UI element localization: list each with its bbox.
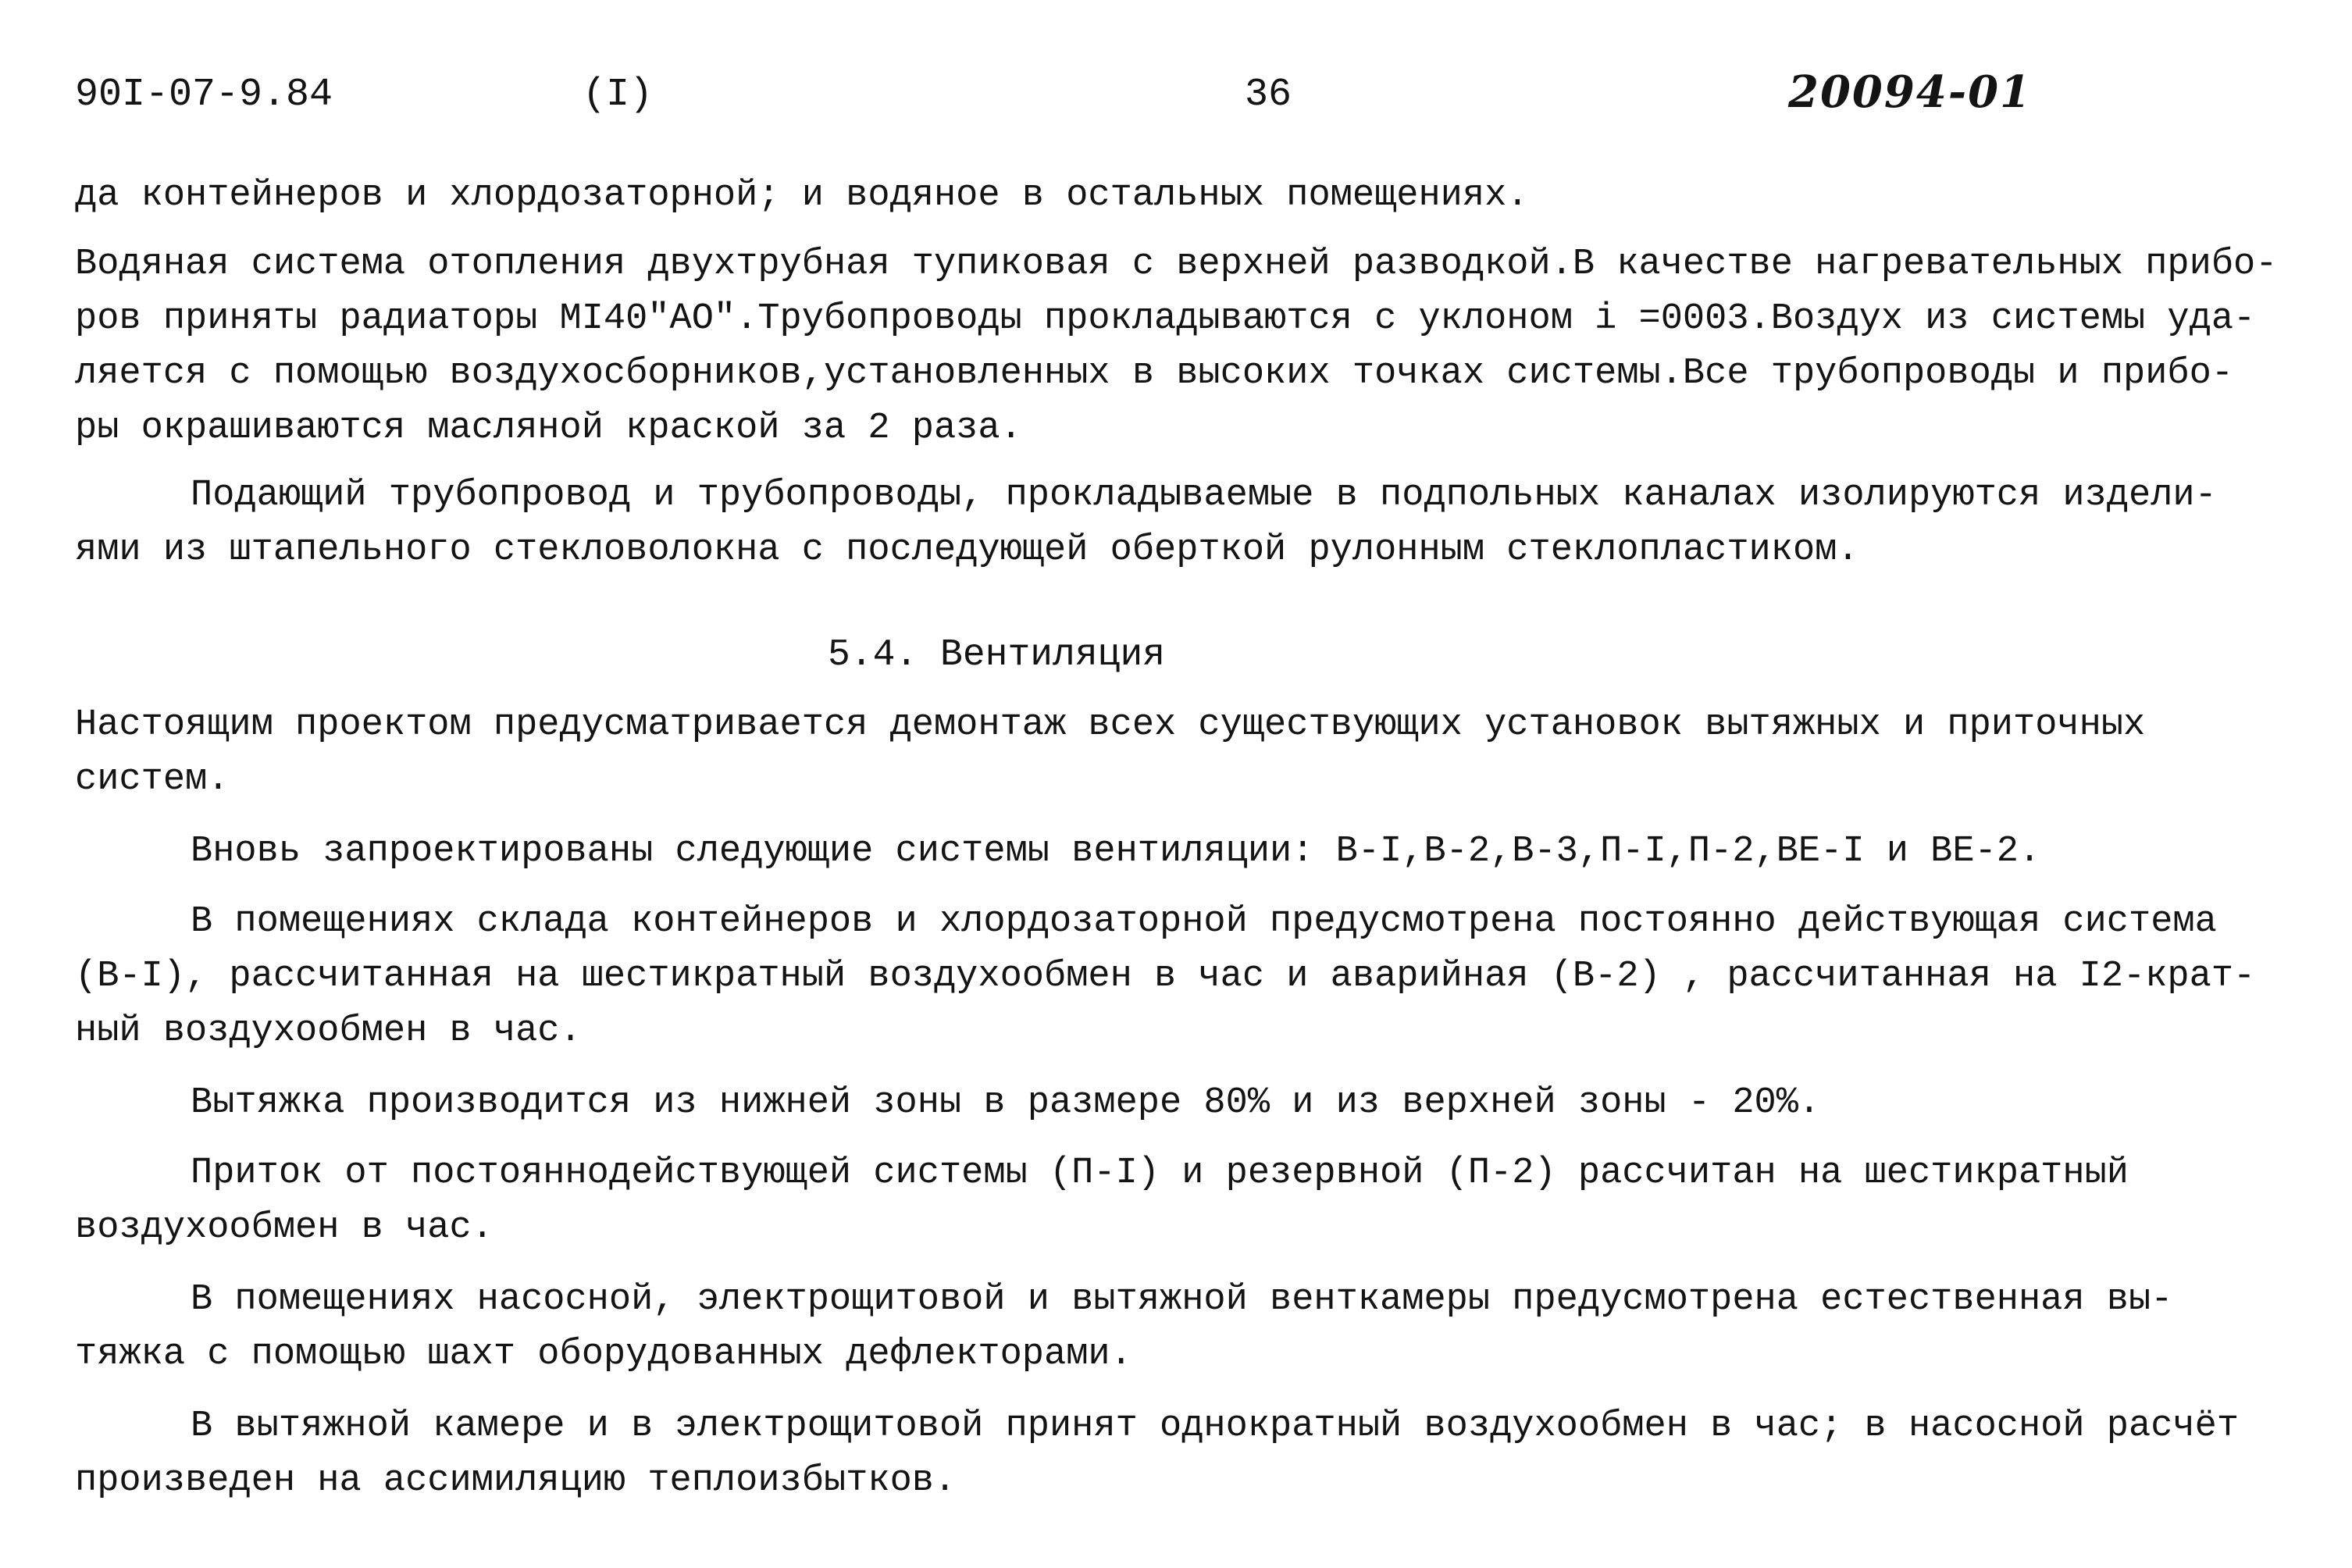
section-title: 5.4. Вентиляция (828, 634, 1166, 676)
text-line: ный воздухообмен в час. (75, 1010, 582, 1052)
text-line: да контейнеров и хлордозаторной; и водяное в остальных помещениях. (75, 175, 1529, 216)
text-line: Водяная система отопления двухтрубная тупиковая с верхней разводкой.В качестве нагревательных прибо- (75, 244, 2278, 285)
text-line: ры окрашиваются масляной краской за 2 раза. (75, 408, 1022, 449)
text-line: ров приняты радиаторы МI40"АО".Трубопроводы прокладываются с уклоном i =0003.Воздух из системы уда- (75, 298, 2256, 340)
text-line: Настоящим проектом предусматривается демонтаж всех существующих установок вытяжных и приточных (75, 704, 2146, 746)
sheet-marker: (I) (583, 73, 654, 117)
text-line: (В-I), рассчитанная на шестикратный воздухообмен в час и аварийная (В-2) , рассчитанная на I2-крат- (75, 956, 2256, 997)
document-code: 90I-07-9.84 (75, 73, 333, 117)
page-number: 36 (1245, 73, 1292, 117)
text-line: В вытяжной камере и в электрощитовой принят однократный воздухообмен в час; в насосной расчёт (191, 1406, 2240, 1447)
text-line: систем. (75, 759, 230, 800)
inventory-number: 20094-01 (1788, 66, 2032, 118)
text-line: Вытяжка производится из нижней зоны в размере 80% и из верхней зоны - 20%. (191, 1082, 1821, 1124)
text-line: В помещениях насосной, электрощитовой и вытяжной венткамеры предусмотрена естественная вы- (191, 1279, 2173, 1320)
text-line: ляется с помощью воздухосборников,установленных в высоких точках системы.Все трубопроводы и прибо- (75, 353, 2234, 394)
text-line: В помещениях склада контейнеров и хлордозаторной предусмотрена постоянно действующая система (191, 901, 2217, 943)
text-line: Приток от постояннодействующей системы (П-I) и резервной (П-2) рассчитан на шестикратный (191, 1153, 2129, 1194)
text-line: Подающий трубопровод и трубопроводы, прокладываемые в подпольных каналах изолируются издели- (191, 475, 2217, 516)
text-line: Вновь запроектированы следующие системы вентиляции: В-I,В-2,В-3,П-I,П-2,ВЕ-I и ВЕ-2. (191, 831, 2041, 872)
text-line: воздухообмен в час. (75, 1207, 494, 1249)
text-line: тяжка с помощью шахт оборудованных дефлекторами. (75, 1334, 1132, 1375)
text-line: произведен на ассимиляцию теплоизбытков. (75, 1460, 957, 1502)
text-line: ями из штапельного стекловолокна с последующей оберткой рулонным стеклопластиком. (75, 529, 1859, 571)
